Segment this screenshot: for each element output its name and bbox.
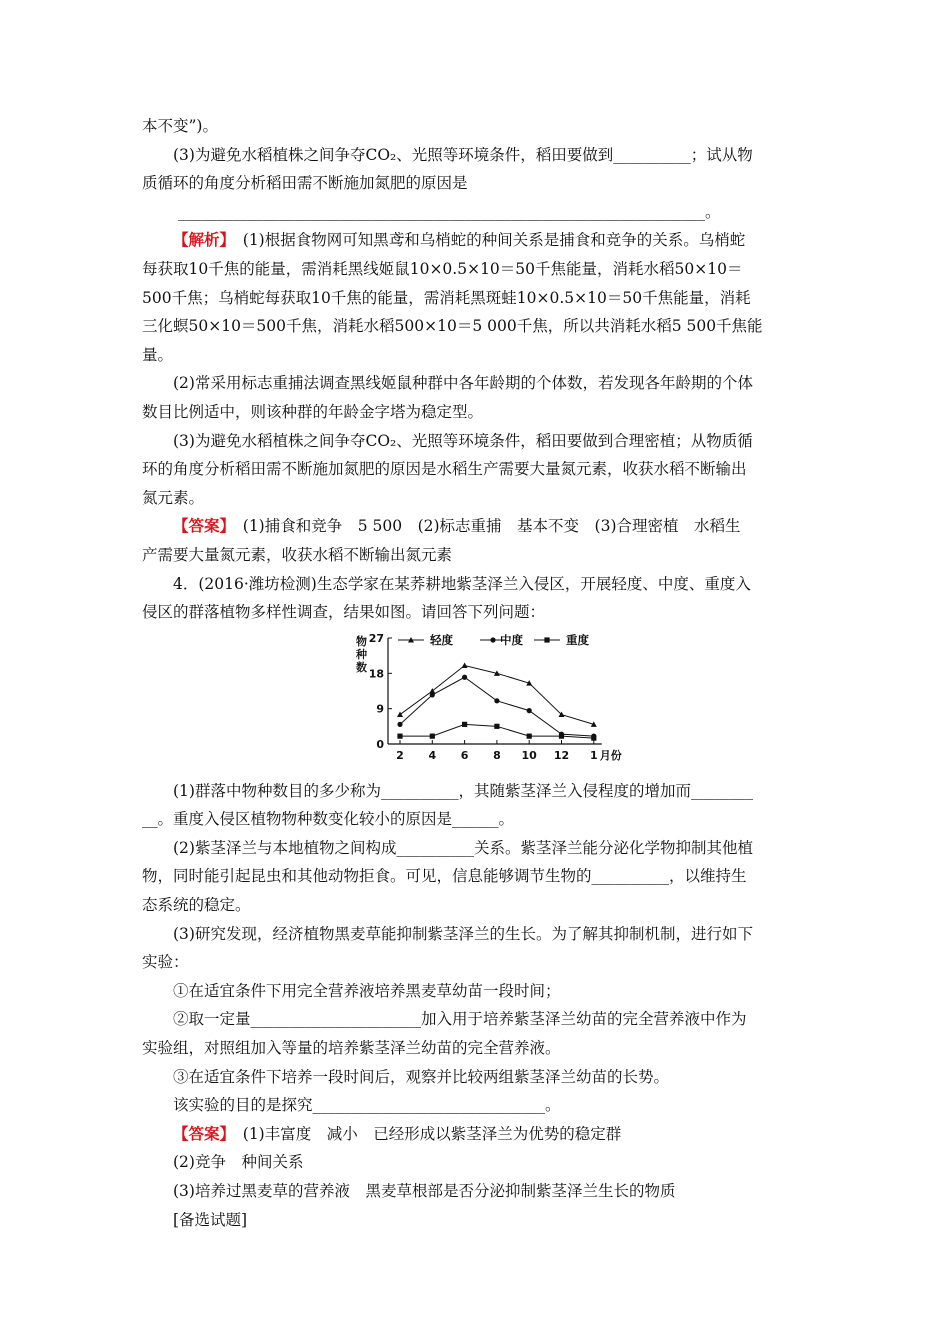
y-tick-label: 27: [368, 633, 384, 645]
data-point-1: [397, 712, 403, 718]
text-line: (2)紫茎泽兰与本地植物之间构成__________关系。紫茎泽兰能分泌化学物抑制其他植: [173, 838, 753, 857]
step-3: ③在适宜条件下培养一段时间后，观察并比较两组紫茎泽兰幼苗的长势。: [173, 1067, 670, 1086]
text-line: 产需要大量氮元素，收获水稻不断输出氮元素: [142, 545, 453, 564]
data-point-3: [462, 722, 467, 727]
text-line: (3)为避免水稻植株之间争夺CO₂、光照等环境条件，稻田要做到合理密植；从物质循: [173, 431, 753, 450]
text-line: 质循环的角度分析稻田需不断施加氮肥的原因是: [142, 174, 468, 193]
text-line: 本不变”)。: [142, 117, 218, 135]
y-tick-label: 9: [376, 702, 384, 716]
data-point-3: [591, 736, 596, 741]
data-point-3: [559, 734, 564, 739]
text-line: (3)为避免水稻植株之间争夺CO₂、光照等环境条件，稻田要做到__________；试从物: [173, 145, 753, 164]
x-tick-label: 4: [428, 749, 437, 762]
text-line: 数目比例适中，则该种群的年龄金字塔为稳定型。: [142, 402, 484, 421]
y-axis-label: 物: [356, 635, 367, 648]
answer-tag: 【答案】: [173, 1124, 228, 1143]
step-2: ②取一定量______________________加入用于培养紫茎泽兰幼苗的完全营养液中作为: [173, 1010, 747, 1029]
text-line: __。重度入侵区植物物种数变化较小的原因是______。: [142, 810, 515, 829]
text-line: 该实验的目的是探究______________________________。: [173, 1096, 561, 1115]
y-tick-label: 0: [376, 738, 384, 751]
x-tick-label: 12: [553, 749, 570, 762]
answer-paragraph: [142, 1120, 810, 1149]
x-tick-label: 10: [521, 749, 537, 762]
data-point-2: [462, 675, 467, 680]
x-tick-label: 6: [460, 749, 469, 762]
text-line: (1)捕食和竞争 5 500 (2)标志重捕 基本不变 (3)合理密植 水稻生: [227, 517, 741, 536]
text-line: (1)根据食物网可知黑鸢和乌梢蛇的种间关系是捕食和竞争的关系。乌梢蛇: [227, 231, 746, 250]
data-point-2: [527, 708, 532, 713]
question-4-line: 4．(2016·潍坊检测)生态学家在某荞耕地紫茎泽兰入侵区，开展轻度、中度、重度入: [173, 574, 751, 593]
data-point-2: [430, 692, 435, 697]
text-line: (1)丰富度 减小 已经形成以紫茎泽兰为优势的稳定群: [227, 1124, 622, 1143]
y-axis-label: 种: [356, 648, 367, 661]
y-axis-label: 数: [356, 661, 367, 674]
data-point-3: [397, 734, 402, 739]
text-line: (2)常采用标志重捕法调查黑线姬鼠种群中各年龄期的个体数，若发现各年龄期的个体: [173, 374, 753, 393]
answer-tag: 【答案】: [173, 517, 228, 536]
text-line: 三化螟50×10＝500千焦，消耗水稻500×10＝5 000千焦，所以共消耗水稻5 500千焦能: [142, 317, 763, 336]
text-line: 态系统的稳定。: [142, 896, 251, 915]
y-tick-label: 18: [368, 667, 384, 681]
answer-blank: ____________________________________________________________________。: [178, 202, 721, 221]
analysis-tag: 【解析】: [173, 231, 228, 250]
text-line: 实验：: [142, 953, 189, 972]
text-line: 环的角度分析稻田需不断施加氮肥的原因是水稻生产需要大量氮元素，收获水稻不断输出: [142, 460, 747, 479]
text-line: 物，同时能引起昆虫和其他动物拒食。可见，信息能够调节生物的__________，以维持生: [142, 867, 747, 886]
species-count-chart: [350, 633, 670, 765]
step-1: ①在适宜条件下用完全营养液培养黑麦草幼苗一段时间；: [173, 981, 561, 1000]
text-line: (2)竞争 种间关系: [173, 1153, 304, 1172]
text-line: (1)群落中物种数目的多少称为__________，其随紫茎泽兰入侵程度的增加而________: [173, 781, 753, 800]
data-point-3: [494, 724, 499, 729]
x-tick-label: 1: [589, 749, 598, 762]
legend-marker: [544, 637, 549, 642]
text-line: (3)研究发现，经济植物黑麦草能抑制紫茎泽兰的生长。为了解其抑制机制，进行如下: [173, 924, 753, 943]
data-point-1: [462, 662, 468, 668]
legend-marker: [490, 637, 495, 642]
legend-label: 中度: [500, 633, 523, 647]
text-line: 每获取10千焦的能量，需消耗黑线姬鼠10×0.5×10＝50千焦能量，消耗水稻50×10＝: [142, 259, 743, 278]
legend-label: 重度: [566, 633, 589, 647]
backup-questions-label: [备选试题]: [173, 1210, 248, 1229]
x-tick-label: 8: [493, 749, 501, 762]
analysis-paragraph: [142, 226, 810, 255]
text-line: 实验组，对照组加入等量的培养紫茎泽兰幼苗的完全营养液。: [142, 1039, 561, 1058]
text-line: 500千焦；乌梢蛇每获取10千焦的能量，需消耗黑斑蛙10×0.5×10＝50千焦能量，消耗: [142, 288, 751, 307]
data-point-3: [430, 734, 435, 739]
text-line: 侵区的群落植物多样性调查，结果如图。请回答下列问题：: [142, 603, 546, 622]
text-line: 氮元素。: [142, 488, 205, 507]
x-axis-label: 月份: [599, 749, 622, 762]
text-line: (3)培养过黑麦草的营养液 黑麦草根部是否分泌抑制紫茎泽兰生长的物质: [173, 1182, 676, 1200]
answer-paragraph: [142, 512, 810, 541]
data-point-2: [494, 698, 499, 703]
data-point-3: [527, 734, 532, 739]
legend-label: 轻度: [430, 633, 453, 647]
text-line: 量。: [142, 345, 174, 364]
x-tick-label: 2: [396, 749, 404, 762]
data-point-2: [397, 722, 402, 727]
